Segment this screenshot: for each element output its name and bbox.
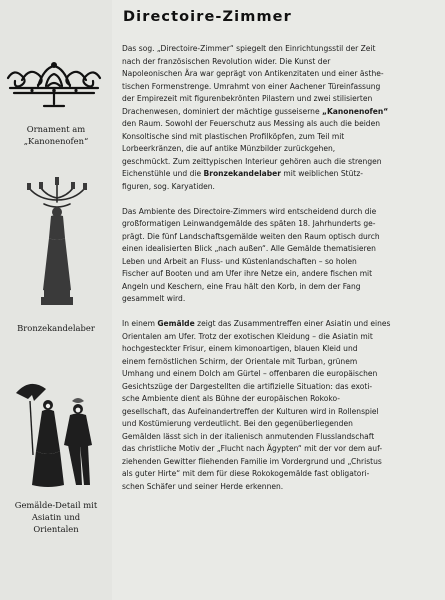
text-line <box>122 368 434 381</box>
body-text <box>122 43 434 506</box>
text-line <box>122 206 434 219</box>
text-line <box>122 218 434 231</box>
illustration-column <box>0 0 112 600</box>
text-run: Leben und Arbeit an Fluss- und Küstenlandschaften – so holen <box>122 256 357 266</box>
text-run: In einem <box>122 319 158 328</box>
text-line <box>122 268 434 281</box>
text-line <box>122 468 434 481</box>
candelabrum-illustration <box>22 172 92 312</box>
text-line <box>122 243 434 256</box>
text-run: ziehenden Gewitter fliehenden Familie im Vordergrund und „Christus <box>122 456 382 466</box>
text-run: einem fernöstlichen Schirm, der Orientale mit Turban, grünem <box>122 356 358 366</box>
highlighted-term: „Kanonenofen“ <box>322 106 389 116</box>
text-run: Orientalen am Ufer. Trotz der exotischen Kleidung – die Asiatin mit <box>122 331 373 341</box>
painting-detail-illustration <box>6 375 108 495</box>
painting-caption <box>6 499 106 536</box>
text-line <box>122 318 434 331</box>
text-run: Umhang und einem Dolch am Gürtel – offenbaren die europäischen <box>122 369 378 378</box>
text-run: Eichenstühle und die <box>122 169 204 178</box>
text-line <box>122 456 434 469</box>
text-line <box>122 181 434 194</box>
text-run: Fischer auf Booten und am Ufer ihre Netze ein, andere fischen mit <box>122 269 373 278</box>
text-line <box>122 143 434 156</box>
text-run: Napoleonischen Ära war geprägt von Antikenzitaten und einer ästhe- <box>122 69 384 78</box>
text-run: gesammelt wird. <box>122 294 186 303</box>
text-run: das christliche Motiv der „Flucht nach Ägypten“ mit der vor dem auf- <box>122 444 383 453</box>
text-line <box>122 68 434 81</box>
text-run: Drachenwesen, dominiert der mächtige gusseiserne <box>122 106 322 116</box>
text-run: zeigt das Zusammentreffen einer Asiatin und eines <box>194 319 391 328</box>
text-line <box>122 356 434 369</box>
text-line <box>122 106 434 119</box>
text-line <box>122 231 434 244</box>
text-line <box>122 93 434 106</box>
text-run: tischen Formenstrenge. Umrahmt von einer Aachener Türeinfassung <box>122 81 381 91</box>
highlighted-term: Bronzekandelaber <box>203 169 281 178</box>
text-run: nach der französischen Revolution wider. Die Kunst der <box>122 56 331 66</box>
text-run: der Empirezeit mit figurenbekrönten Pilastern und zwei stilisierten <box>122 94 373 103</box>
ornament-caption <box>6 123 106 147</box>
caption-line: Gemälde-Detail mit <box>14 500 98 510</box>
text-run: prägt. Die fünf Landschaftsgemälde weiten den Raum optisch durch <box>122 231 380 241</box>
text-line <box>122 343 434 356</box>
text-line <box>122 443 434 456</box>
text-run: Angeln und Keschern, eine Frau hält den Korb, in dem der Fang <box>122 281 361 291</box>
paragraph-2 <box>122 206 434 306</box>
text-line <box>122 81 434 94</box>
text-line <box>122 256 434 269</box>
text-line <box>122 118 434 131</box>
text-run: und Kostümierung verdeutlicht. Bei den gegenüberliegenden <box>122 419 353 428</box>
text-run: Gesichtszüge der Dargestellten die artifizielle Situation: das exoti- <box>122 381 373 391</box>
paragraph-1 <box>122 43 434 193</box>
text-run: figuren, sog. Karyatiden. <box>122 181 215 191</box>
caption-line: Asiatin und <box>31 512 81 523</box>
text-line <box>122 43 434 56</box>
caption-line: Orientalen <box>33 524 79 535</box>
text-run: Konsoltische sind mit plastischen Profilköpfen, zum Teil mit <box>122 131 345 141</box>
text-line <box>122 418 434 431</box>
text-line <box>122 56 434 69</box>
text-line <box>122 431 434 444</box>
text-line <box>122 131 434 144</box>
text-run: als guter Hirte“ mit dem für diese Rokokogemälde fast obligatori- <box>122 469 370 478</box>
text-run: Gemälden lässt sich in der italienisch anmutenden Flusslandschaft <box>122 431 375 441</box>
candelabrum-caption <box>6 322 106 334</box>
text-line <box>122 481 434 494</box>
text-line <box>122 168 434 181</box>
text-run: gesellschaft, das Aufeinandertreffen der Kulturen wird in Rollenspiel <box>122 406 379 416</box>
text-run: einen idealisierten Blick „nach außen“. Alle Gemälde thematisieren <box>122 244 376 253</box>
ornament-illustration <box>4 56 104 110</box>
text-run: den Raum. Sowohl der Feuerschutz aus Messing als auch die beiden <box>122 119 381 128</box>
caption-line: Ornament am <box>26 124 86 134</box>
caption-line: „Kanonenofen“ <box>23 136 89 147</box>
paragraph-3 <box>122 318 434 493</box>
page-title: Directoire-Zimmer <box>123 9 292 25</box>
text-line <box>122 293 434 306</box>
highlighted-term: Gemälde <box>157 319 195 328</box>
text-run: Lorbeerkränzen, die auf antike Münzbilder zurückgehen, <box>122 144 336 153</box>
text-run: schen Schäfer und seiner Herde erkennen. <box>122 481 284 491</box>
text-run: hochgesteckter Frisur, einem kimonoartigen, blauen Kleid und <box>122 344 358 353</box>
text-run: Das sog. „Directoire-Zimmer“ spiegelt den Einrichtungsstil der Zeit <box>122 44 376 53</box>
text-run: mit weiblichen Stütz- <box>281 169 364 178</box>
text-run: großformatigen Leinwandgemälde des späten 18. Jahrhunderts ge- <box>122 219 376 228</box>
text-line <box>122 331 434 344</box>
text-run: Das Ambiente des Directoire-Zimmers wird entscheidend durch die <box>122 206 377 216</box>
text-run: geschmückt. Zum zeittypischen Interieur gehören auch die strengen <box>122 156 382 166</box>
caption-line: Bronzekandelaber <box>17 323 95 333</box>
text-line <box>122 381 434 394</box>
text-line <box>122 156 434 169</box>
text-line <box>122 281 434 294</box>
text-line <box>122 393 434 406</box>
text-run: sche Ambiente dient als Bühne der europäischen Rokoko- <box>122 394 340 403</box>
text-line <box>122 406 434 419</box>
